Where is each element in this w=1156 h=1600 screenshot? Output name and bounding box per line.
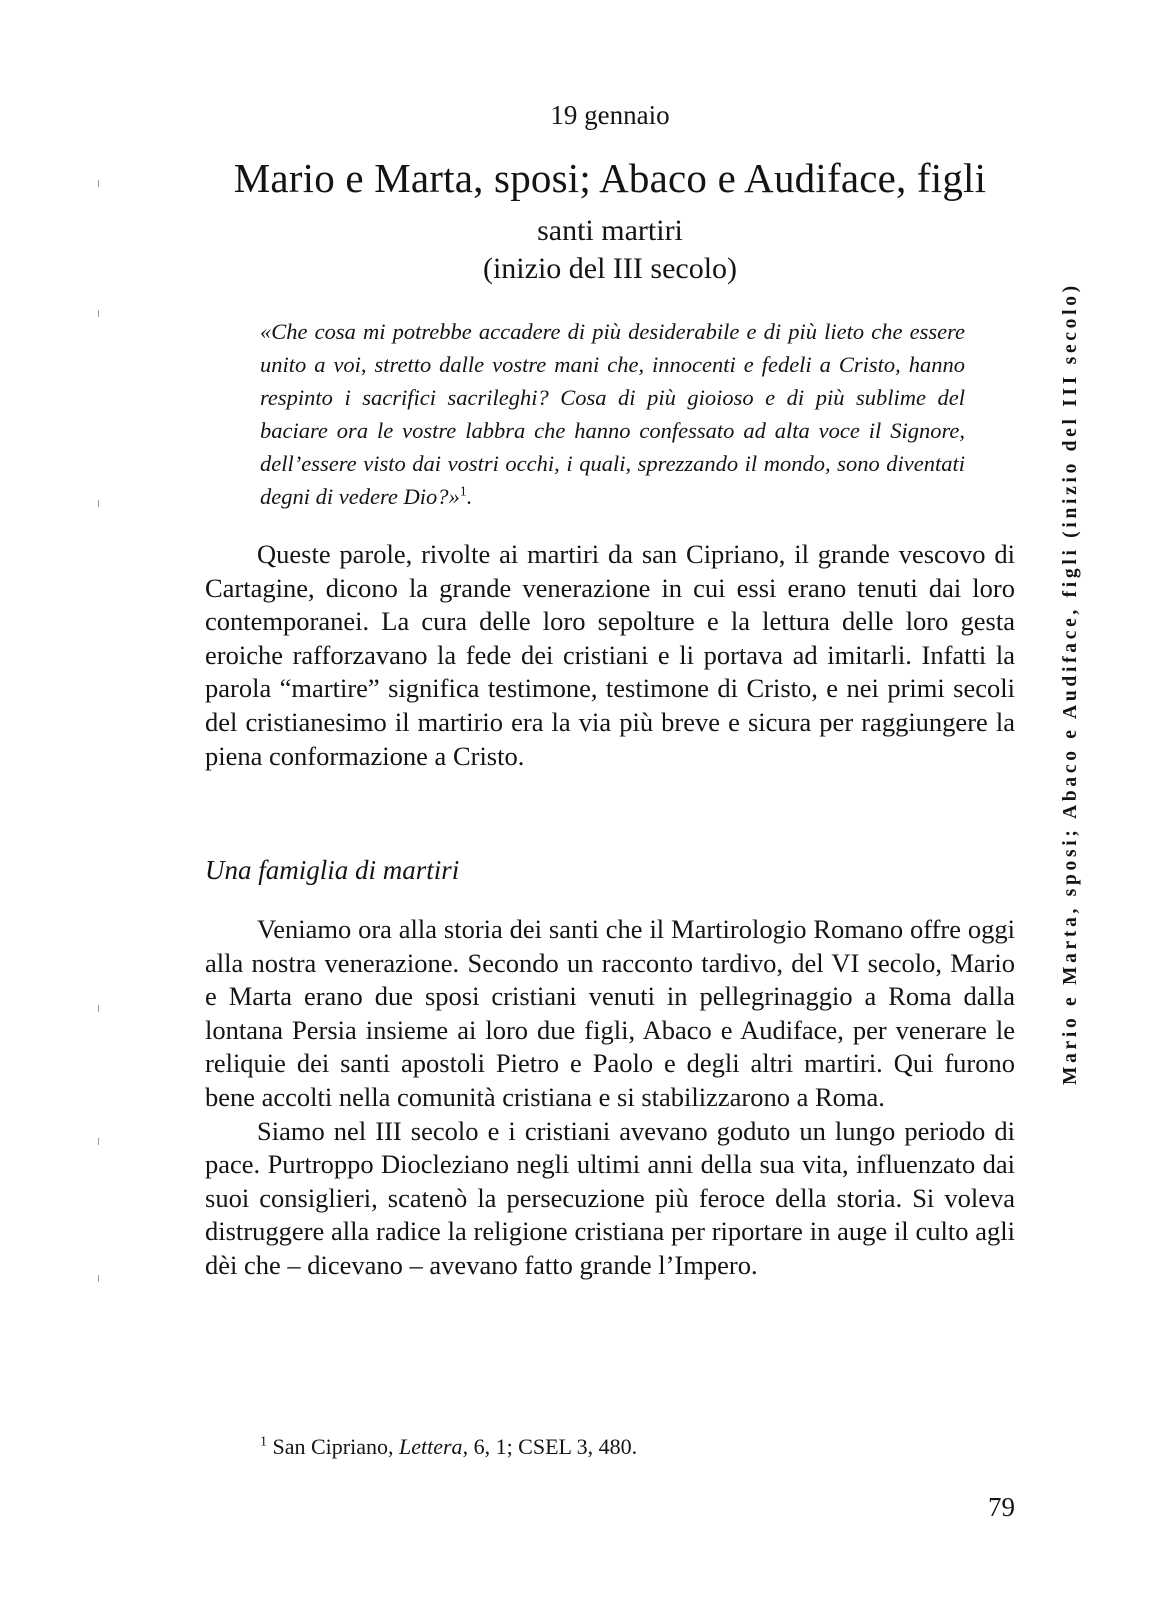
running-head: Mario e Marta, sposi; Abaco e Audiface, figli (inizio del III secolo) — [1060, 282, 1081, 1085]
chapter-subtitle — [205, 212, 1015, 288]
quote-text: «Che cosa mi potrebbe accadere di più desiderabile e di più lieto che essere unito a voi, stretto dalle vostre mani che, innocenti e fedeli a Cristo, hanno respinto i sacrifici sacrileghi? Cosa di più gioioso e di più sublime del baciare ora le vostre labbra che hanno confessato ad alta voce il Signore, dell’essere visto dai vostri occhi, i quali, sprezzando il mondo, sono diventati degni di vedere Dio?» — [260, 319, 965, 509]
footnote-number: 1 — [260, 1434, 267, 1450]
margin-mark — [98, 1005, 99, 1012]
section-heading: Una famiglia di martiri — [205, 855, 460, 885]
intro-paragraph: Queste parole, rivolte ai martiri da san Cipriano, il grande vescovo di Cartagine, dicono la grande venerazione in cui essi erano tenuti dai loro contemporanei. La cura delle loro sepolture e la lettura delle loro gesta eroiche rafforzavano la fede dei cristiani e li portava ad imitarli. Infatti la parola “martire” significa testimone, testimone di Cristo, e nei primi secoli del cristianesimo il martirio era la via più breve e sicura per raggiungere la piena conformazione a Cristo. — [205, 539, 1015, 771]
body-paragraph: Veniamo ora alla storia dei santi che il Martirologio Romano offre oggi alla nostra venerazione. Secondo un racconto tardivo, del VI secolo, Mario e Marta erano due sposi cristiani venuti in pellegrinaggio a Roma dalla lontana Persia insieme ai loro due figli, Abaco e Audiface, per venerare le reliquie dei santi apostoli Pietro e Paolo e degli altri martiri. Qui furono bene accolti nella comunità cristiana e si stabilizzarono a Roma. — [205, 914, 1015, 1112]
footnote-marker: 1 — [459, 484, 467, 500]
margin-mark — [98, 1275, 99, 1282]
intro-section — [205, 538, 1015, 773]
footnote — [260, 1432, 965, 1462]
footnote-work: Lettera — [399, 1434, 463, 1459]
subtitle-line-saints: santi martiri — [537, 214, 683, 247]
quote-end: . — [466, 484, 473, 509]
chapter-title: Mario e Marta, sposi; Abaco e Audiface, figli — [233, 155, 987, 201]
margin-mark — [98, 310, 99, 317]
feast-date: 19 gennaio — [550, 100, 670, 130]
margin-mark — [98, 180, 99, 187]
epigraph-quote — [260, 315, 965, 513]
section-body — [205, 913, 1015, 1283]
subtitle-line-period: (inizio del III secolo) — [482, 252, 738, 285]
margin-mark — [98, 1138, 99, 1145]
page-number: 79 — [988, 1492, 1015, 1522]
body-paragraph: Siamo nel III secolo e i cristiani avevano goduto un lungo periodo di pace. Purtroppo Diocleziano negli ultimi anni della sua vita, influenzato dai suoi consiglieri, scatenò la persecuzione più feroce della storia. Si voleva distruggere alla radice la religione cristiana per riportare in auge il culto agli dèi che – dicevano – avevano fatto grande l’Impero. — [205, 1115, 1015, 1280]
footnote-author: San Cipriano, — [272, 1434, 394, 1459]
footnote-reference: , 6, 1; CSEL 3, 480. — [462, 1434, 638, 1459]
margin-mark — [98, 500, 99, 507]
